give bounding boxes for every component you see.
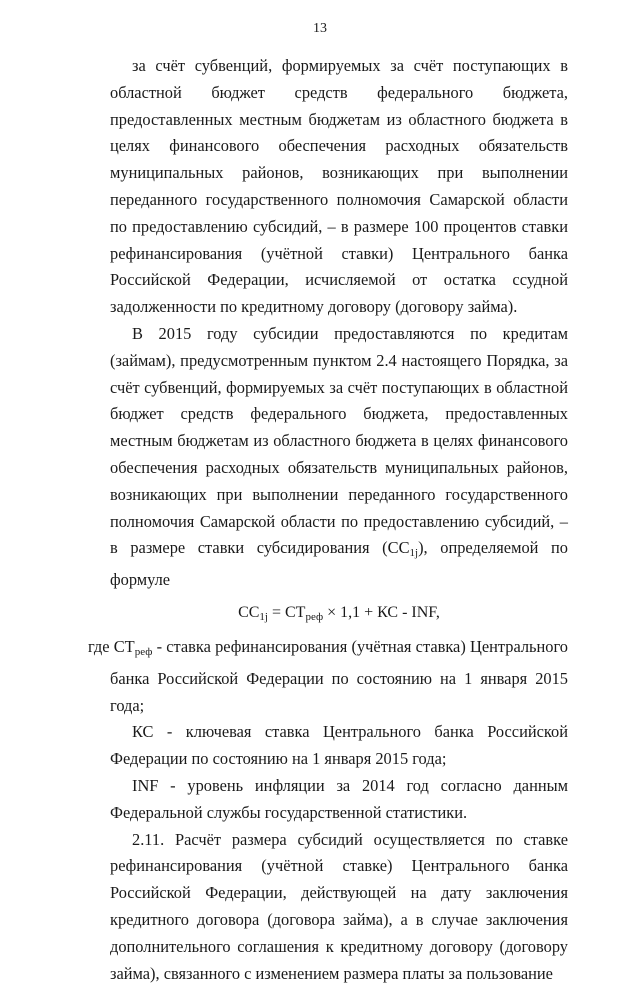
paragraph-2015-subsidies [110,321,568,594]
formula-st-subscript: реф [305,610,324,623]
paragraph-inf: INF - уровень инфляции за 2014 год согласно данным Федеральной службы государственной статистики. [110,775,568,822]
paragraph-where-st [88,634,568,719]
formula-lhs-subscript: 1j [259,610,268,623]
paragraph-2015-text: В 2015 году субсидии предоставляются по кредитам (займам), предусмотренным пунктом 2.4 настоящего Порядка, за счёт субвенций, формируемых за счёт поступающих в областной бюджет средств федерального бюджета, предоставленных местным бюджетам из областного бюджета в целях финансового обеспечения расходных обязательств муниципальных районов, возникающих при выполнении переданного государственного полномочия Самарской области по предоставлению субсидий, – в размере ставки субсидирования ( [110,323,568,558]
where-intro: где СТ [88,636,135,656]
formula-lhs: СС [238,603,260,621]
paragraph-2015-tail: ), определяемой по формуле [110,538,568,590]
paragraph-2-11: 2.11. Расчёт размера субсидий осуществляется по ставке рефинансирования (учётной ставке) Центрального банка Российской Федерации, действующей на дату заключения кредитного договора (договора займа), а в случае заключения дополнительного соглашения к кредитному договору (договору займа), связанного с изменением размера платы за пользование [110,829,568,983]
paragraph-subventions: за счёт субвенций, формируемых за счёт поступающих в областной бюджет средств федерального бюджета, предоставленных местным бюджетам из областного бюджета в целях финансового обеспечения расходных обязательств муниципальных районов, возникающих при выполнении переданного государственного полномочия Самарской области по предоставлению субсидий, – в размере 100 процентов ставки рефинансирования (учётной ставки) Центрального банка Российской Федерации, исчисляемой от остатка ссудной задолженности по кредитному договору (договору займа). [110,56,568,317]
page-number: 13 [313,21,327,36]
formula-eq: = СТ [267,603,306,621]
where-text: - ставка рефинансирования (учётная ставка) Центрального банка Российской Федерации по состоянию на 1 января 2015 года; [110,636,568,715]
formula [110,594,568,634]
formula-rhs: × 1,1 + КС - INF, [323,603,440,621]
cc-symbol: СС [387,538,410,558]
cc-subscript: 1j [409,547,419,560]
document-body [88,53,568,987]
paragraph-ks: КС - ключевая ставка Центрального банка Российской Федерации по состоянию на 1 января 2015 года; [110,722,568,769]
where-subscript: реф [134,645,153,658]
